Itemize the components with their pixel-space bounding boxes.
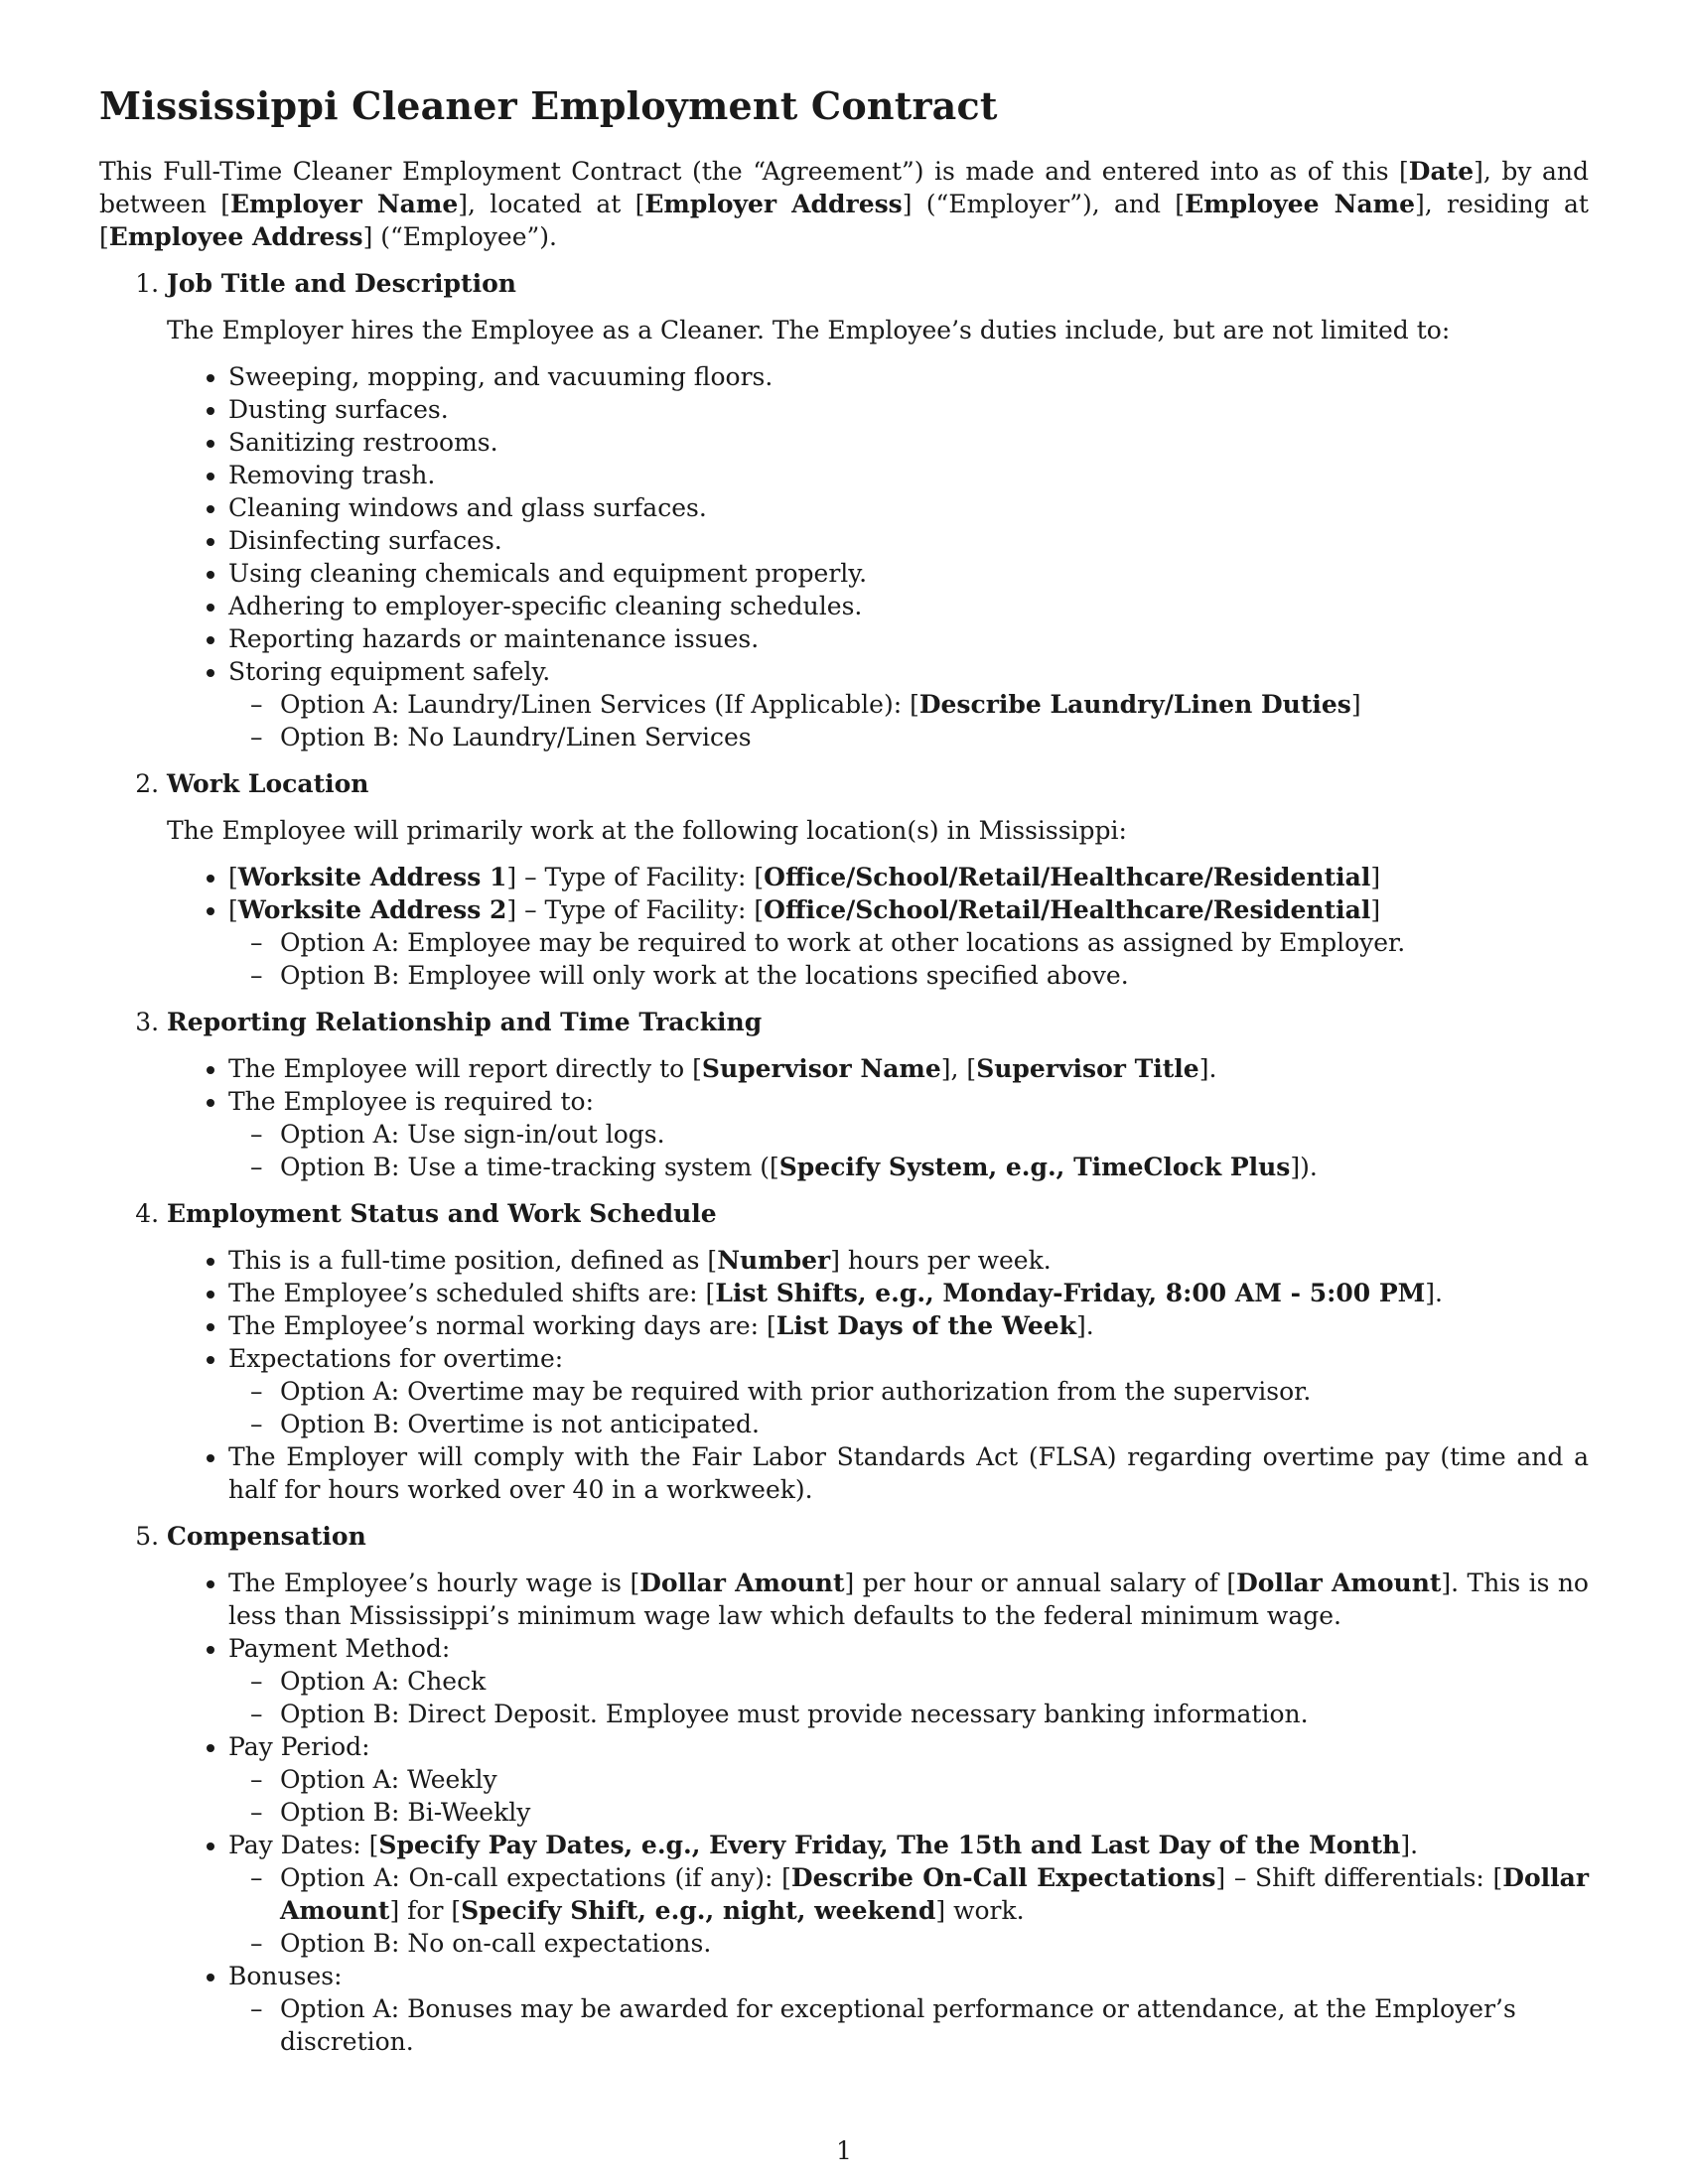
list-item: • Adhering to employer-specific cleaning schedules. bbox=[228, 590, 1589, 622]
intro-text: This Full-Time Cleaner Employment Contract (the “Agreement”) is made and entered into as of this [ bbox=[99, 157, 1409, 186]
section-title: 5. Compensation bbox=[167, 1522, 366, 1551]
tracking-options bbox=[228, 1118, 1589, 1183]
option-b bbox=[280, 1151, 1589, 1183]
list-item bbox=[228, 861, 1589, 893]
list-item: • Dusting surfaces. bbox=[228, 393, 1589, 426]
option-a: – Option A: Check bbox=[280, 1665, 1589, 1698]
compensation-list bbox=[167, 1567, 1589, 2058]
location-options bbox=[228, 926, 1589, 992]
annual-salary-placeholder: Dollar Amount bbox=[1236, 1569, 1442, 1597]
supervisor-title-placeholder: Supervisor Title bbox=[976, 1054, 1199, 1083]
option-b: – Option B: Direct Deposit. Employee must provide necessary banking information. bbox=[280, 1698, 1589, 1730]
shift-placeholder: Specify Shift, e.g., night, weekend bbox=[461, 1896, 936, 1925]
facility-label: ] – Type of Facility: [ bbox=[506, 895, 765, 924]
list-item-text: The Employee’s normal working days are: [ bbox=[228, 1311, 776, 1340]
list-item: • Removing trash. bbox=[228, 459, 1589, 491]
option-b: – Option B: Bi-Weekly bbox=[280, 1796, 1589, 1829]
laundry-options bbox=[228, 688, 1589, 753]
option-a bbox=[280, 1861, 1589, 1927]
intro-text: ], located at [ bbox=[458, 190, 645, 218]
bonus-options bbox=[228, 1992, 1589, 2058]
list-item-text: ]. This is no less than Mississippi’s minimum wage law which defaults to the federal minimum wage. bbox=[228, 1569, 1589, 1630]
list-item-text: Payment Method: bbox=[228, 1634, 451, 1663]
hours-number-placeholder: Number bbox=[717, 1246, 831, 1275]
list-item-text: ] per hour or annual salary of [ bbox=[844, 1569, 1237, 1597]
option-text: Option A: On-call expectations (if any): [ bbox=[280, 1863, 791, 1892]
duties-list bbox=[167, 360, 1589, 753]
list-item: • Disinfecting surfaces. bbox=[228, 524, 1589, 557]
facility-type-placeholder: Office/School/Retail/Healthcare/Residential bbox=[764, 895, 1371, 924]
section-job-title bbox=[167, 267, 1589, 753]
list-item-text: This is a full-time position, defined as [ bbox=[228, 1246, 718, 1275]
option-text: ] bbox=[1350, 690, 1361, 719]
intro-text: ], residing at [ bbox=[99, 190, 1589, 251]
section-reporting bbox=[167, 1006, 1589, 1183]
laundry-duties-placeholder: Describe Laundry/Linen Duties bbox=[918, 690, 1351, 719]
hourly-wage-placeholder: Dollar Amount bbox=[639, 1569, 845, 1597]
option-text: ]). bbox=[1290, 1153, 1318, 1181]
option-b: – Option B: Overtime is not anticipated. bbox=[280, 1408, 1589, 1440]
bracket: [ bbox=[228, 863, 238, 891]
employer-address-placeholder: Employer Address bbox=[644, 190, 903, 218]
working-days-placeholder: List Days of the Week bbox=[775, 1311, 1077, 1340]
intro-text: ], by and between [ bbox=[99, 157, 1589, 218]
list-item-text: Expectations for overtime: bbox=[228, 1344, 564, 1373]
list-item-text: Storing equipment safely. bbox=[228, 657, 551, 686]
option-b: – Option B: Employee will only work at the locations specified above. bbox=[280, 959, 1589, 992]
list-item-text: Pay Period: bbox=[228, 1732, 370, 1761]
pay-period-options bbox=[228, 1763, 1589, 1829]
section-title: 1. Job Title and Description bbox=[167, 269, 516, 298]
option-a bbox=[280, 688, 1589, 721]
list-item-text: The Employee’s scheduled shifts are: [ bbox=[228, 1279, 716, 1307]
option-text: ] – Shift differentials: [ bbox=[1215, 1863, 1503, 1892]
tracking-system-placeholder: Specify System, e.g., TimeClock Plus bbox=[778, 1153, 1291, 1181]
option-text: ] for [ bbox=[389, 1896, 462, 1925]
supervisor-name-placeholder: Supervisor Name bbox=[701, 1054, 941, 1083]
on-call-placeholder: Describe On-Call Expectations bbox=[790, 1863, 1216, 1892]
section-title: 3. Reporting Relationship and Time Tracking bbox=[167, 1008, 763, 1036]
list-item-text: ], [ bbox=[940, 1054, 977, 1083]
list-item bbox=[228, 1342, 1589, 1440]
payment-method-options bbox=[228, 1665, 1589, 1730]
option-a: – Option A: Employee may be required to work at other locations as assigned by Employer. bbox=[280, 926, 1589, 959]
employer-name-placeholder: Employer Name bbox=[230, 190, 459, 218]
intro-text: ] (“Employer”), and [ bbox=[902, 190, 1186, 218]
option-a: – Option A: Weekly bbox=[280, 1763, 1589, 1796]
list-item bbox=[228, 1730, 1589, 1829]
list-item: • Cleaning windows and glass surfaces. bbox=[228, 491, 1589, 524]
section-description: The Employee will primarily work at the following location(s) in Mississippi: bbox=[167, 816, 1127, 845]
list-item bbox=[228, 893, 1589, 992]
overtime-options bbox=[228, 1375, 1589, 1440]
list-item bbox=[228, 1277, 1589, 1309]
option-b: – Option B: No on-call expectations. bbox=[280, 1927, 1589, 1960]
list-item bbox=[228, 1052, 1589, 1085]
list-item: • Using cleaning chemicals and equipment properly. bbox=[228, 557, 1589, 590]
intro-text: ] (“Employee”). bbox=[362, 222, 557, 251]
list-item bbox=[228, 1244, 1589, 1277]
list-item bbox=[228, 1085, 1589, 1183]
section-title: 2. Work Location bbox=[167, 769, 369, 798]
list-item-text: ]. bbox=[1076, 1311, 1094, 1340]
shifts-placeholder: List Shifts, e.g., Monday-Friday, 8:00 AM - 5:00 PM bbox=[715, 1279, 1426, 1307]
section-description: The Employer hires the Employee as a Cleaner. The Employee’s duties include, but are not limited to: bbox=[167, 316, 1451, 344]
option-a: – Option A: Use sign-in/out logs. bbox=[280, 1118, 1589, 1151]
option-text: ] work. bbox=[935, 1896, 1025, 1925]
list-item bbox=[228, 1632, 1589, 1730]
list-item: • Sweeping, mopping, and vacuuming floors. bbox=[228, 360, 1589, 393]
section-employment-status bbox=[167, 1197, 1589, 1506]
locations-list bbox=[167, 861, 1589, 992]
list-item-text: The Employee will report directly to [ bbox=[228, 1054, 702, 1083]
option-text: Option A: Laundry/Linen Services (If Applicable): [ bbox=[280, 690, 919, 719]
differential-amount-placeholder: Dollar Amount bbox=[280, 1863, 1589, 1925]
list-item bbox=[228, 1567, 1589, 1632]
section-work-location bbox=[167, 767, 1589, 992]
worksite-1-placeholder: Worksite Address 1 bbox=[237, 863, 507, 891]
page-title: Mississippi Cleaner Employment Contract bbox=[99, 83, 998, 128]
list-item bbox=[228, 1309, 1589, 1342]
list-item-text: ]. bbox=[1400, 1831, 1419, 1859]
list-item-text: ]. bbox=[1198, 1054, 1217, 1083]
schedule-list bbox=[167, 1244, 1589, 1506]
list-item bbox=[228, 1960, 1589, 2058]
section-title: 4. Employment Status and Work Schedule bbox=[167, 1199, 717, 1228]
reporting-list bbox=[167, 1052, 1589, 1183]
list-item bbox=[228, 1829, 1589, 1960]
worksite-2-placeholder: Worksite Address 2 bbox=[237, 895, 507, 924]
list-item bbox=[228, 655, 1589, 753]
bracket: ] bbox=[1370, 863, 1381, 891]
list-item-text: ] hours per week. bbox=[830, 1246, 1052, 1275]
option-a: – Option A: Overtime may be required with prior authorization from the supervisor. bbox=[280, 1375, 1589, 1408]
date-placeholder: Date bbox=[1408, 157, 1475, 186]
option-text: Option B: Use a time-tracking system ([ bbox=[280, 1153, 779, 1181]
list-item-text: The Employee is required to: bbox=[228, 1087, 595, 1116]
list-item-text: Pay Dates: [ bbox=[228, 1831, 379, 1859]
option-a: – Option A: Bonuses may be awarded for exceptional performance or attendance, at the Employer’s discretion. bbox=[280, 1992, 1589, 2058]
facility-type-placeholder: Office/School/Retail/Healthcare/Residential bbox=[764, 863, 1371, 891]
list-item: • Reporting hazards or maintenance issues. bbox=[228, 622, 1589, 655]
list-item-text: ]. bbox=[1425, 1279, 1443, 1307]
employee-address-placeholder: Employee Address bbox=[108, 222, 363, 251]
page-number: 1 bbox=[836, 2136, 852, 2165]
contract-sections bbox=[99, 267, 1589, 2058]
list-item: • Sanitizing restrooms. bbox=[228, 426, 1589, 459]
section-compensation bbox=[167, 1520, 1589, 2058]
facility-label: ] – Type of Facility: [ bbox=[506, 863, 765, 891]
bracket: [ bbox=[228, 895, 238, 924]
pay-dates-placeholder: Specify Pay Dates, e.g., Every Friday, The 15th and Last Day of the Month bbox=[378, 1831, 1401, 1859]
list-item: • The Employer will comply with the Fair Labor Standards Act (FLSA) regarding overtime pay (time and a half for hours worked over 40 in a workweek). bbox=[228, 1440, 1589, 1506]
option-b: – Option B: No Laundry/Linen Services bbox=[280, 721, 1589, 753]
list-item-text: The Employee’s hourly wage is [ bbox=[228, 1569, 640, 1597]
list-item-text: Bonuses: bbox=[228, 1962, 343, 1990]
intro-paragraph bbox=[99, 155, 1589, 253]
employee-name-placeholder: Employee Name bbox=[1185, 190, 1416, 218]
bracket: ] bbox=[1370, 895, 1381, 924]
on-call-options bbox=[228, 1861, 1589, 1960]
